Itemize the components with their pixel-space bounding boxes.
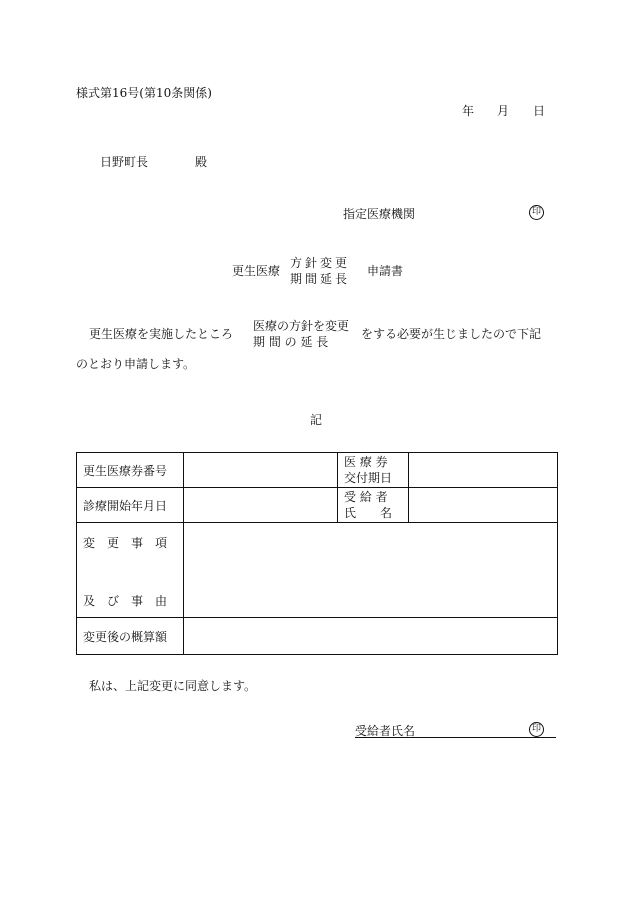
title-option-extend: 期間延長 bbox=[290, 272, 351, 286]
applicant-label: 指定医療機関 bbox=[343, 207, 416, 221]
recipient-field[interactable] bbox=[409, 488, 558, 523]
table-row bbox=[77, 488, 558, 523]
ki-heading: 記 bbox=[310, 413, 323, 427]
recipient-label bbox=[338, 488, 409, 523]
body-options bbox=[253, 318, 349, 350]
body-line2: のとおり申請します。 bbox=[76, 357, 196, 371]
ticket-number-field[interactable] bbox=[184, 453, 338, 488]
recipient-label-line2: 氏 名 bbox=[344, 506, 393, 520]
body-option-extend: 期 間 の 延 長 bbox=[253, 335, 329, 349]
ticket-issue-label-line1: 医 療 券 bbox=[344, 455, 388, 469]
consent-text: 私は、上記変更に同意します。 bbox=[89, 679, 257, 693]
ticket-issue-label bbox=[338, 453, 409, 488]
estimate-field[interactable] bbox=[184, 618, 558, 655]
start-date-field[interactable] bbox=[184, 488, 338, 523]
body-option-change: 医療の方針を変更 bbox=[253, 319, 350, 333]
table-row bbox=[77, 453, 558, 488]
table-row bbox=[77, 523, 558, 618]
start-date-label: 診療開始年月日 bbox=[77, 488, 184, 523]
table-row bbox=[77, 618, 558, 655]
application-table bbox=[76, 452, 558, 655]
body-lead: 更生医療を実施したところ bbox=[89, 327, 234, 341]
signature-label: 受給者氏名 bbox=[355, 724, 416, 738]
title-options bbox=[290, 255, 350, 287]
form-number: 様式第16号(第10条関係) bbox=[76, 86, 212, 100]
date-month-label: 月 bbox=[497, 104, 510, 118]
signature-line[interactable] bbox=[355, 737, 556, 738]
addressee-title: 日野町長 bbox=[100, 155, 149, 169]
date-day-label: 日 bbox=[533, 104, 546, 118]
change-reason-label bbox=[77, 523, 184, 618]
title-suffix: 申請書 bbox=[367, 264, 404, 278]
ticket-issue-label-line2: 交付期日 bbox=[344, 471, 393, 485]
ticket-issue-field[interactable] bbox=[409, 453, 558, 488]
change-reason-field[interactable] bbox=[184, 523, 558, 618]
seal-icon: 印 bbox=[529, 722, 544, 737]
title-prefix: 更生医療 bbox=[232, 264, 281, 278]
body-tail: をする必要が生じましたので下記 bbox=[361, 327, 542, 341]
change-label-line1: 変 更 事 項 bbox=[83, 536, 168, 550]
ticket-number-label: 更生医療券番号 bbox=[77, 453, 184, 488]
recipient-label-line1: 受 給 者 bbox=[344, 490, 388, 504]
date-year-label: 年 bbox=[462, 104, 475, 118]
estimate-label: 変更後の概算額 bbox=[77, 618, 184, 655]
title-option-change: 方針変更 bbox=[290, 256, 351, 270]
seal-icon: 印 bbox=[529, 205, 544, 220]
addressee-honorific: 殿 bbox=[195, 155, 208, 169]
change-label-line2: 及 び 事 由 bbox=[83, 594, 168, 608]
